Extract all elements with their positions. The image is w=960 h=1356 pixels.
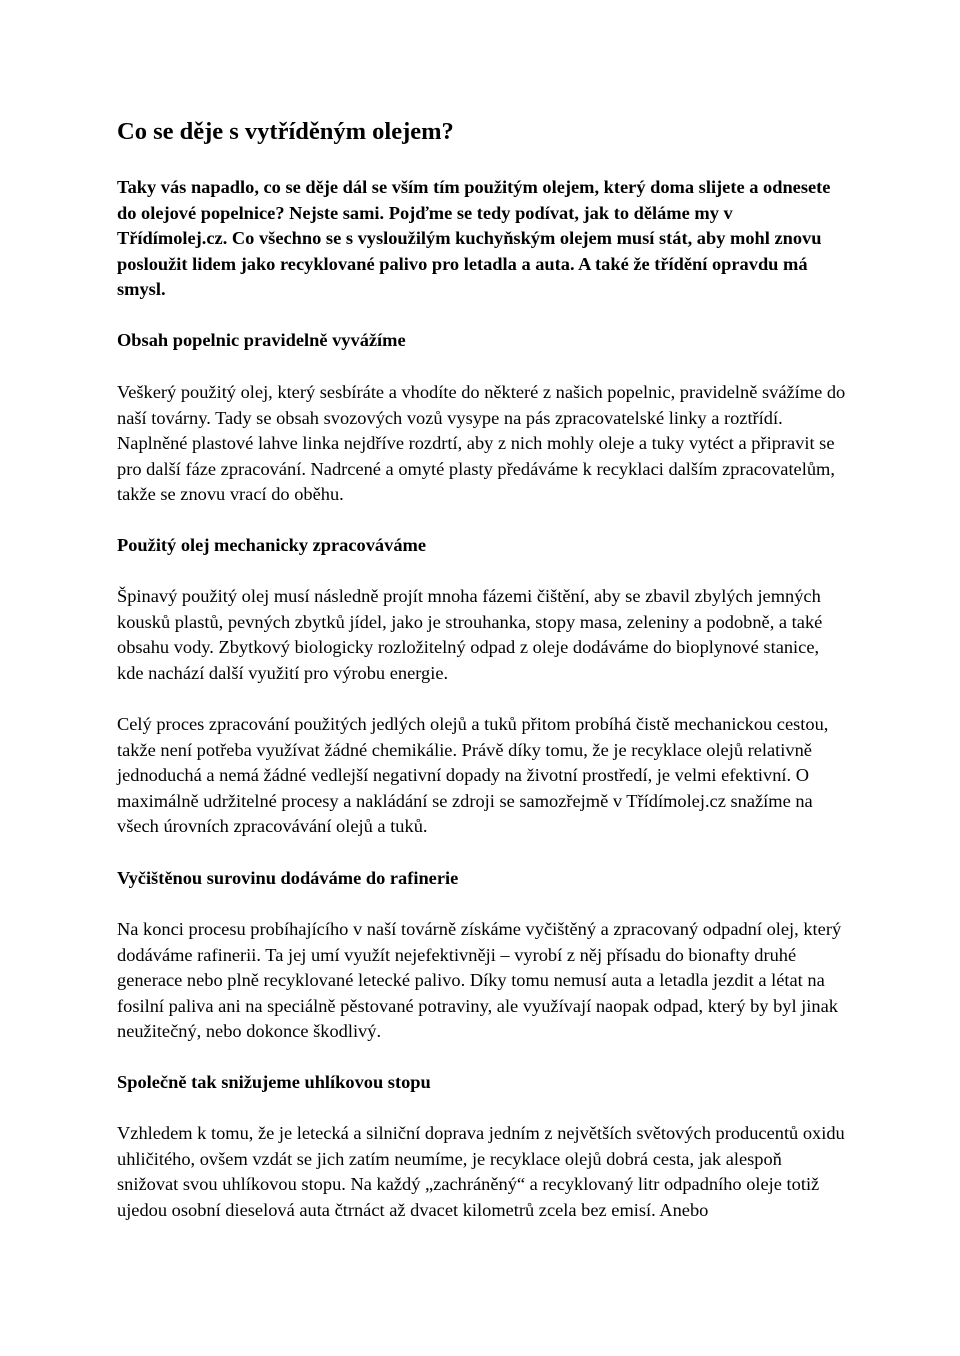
section-heading-collection: Obsah popelnic pravidelně vyvážíme	[117, 330, 406, 350]
section-paragraph-processing-2: Celý proces zpracování použitých jedlých olejů a tuků přitom probíhá čistě mechanickou cestou, takže není potřeba využívat žádné chemikálie. Právě díky tomu, že je recyklace olejů relativně jednoduchá a nemá žádné vedlejší negativní dopady na životní prostředí, je velmi efektivní. O maximálně udržitelné procesy a nakládání se zdroji se samozřejmě v Třídímolej.cz snažíme na všech úrovních zpracovávání olejů a tuků.	[117, 714, 829, 836]
section-heading-processing: Použitý olej mechanicky zpracováváme	[117, 535, 426, 555]
section-paragraph-processing-1: Špinavý použitý olej musí následně projít mnoha fázemi čištění, aby se zbavil zbylých jemných kousků plastů, pevných zbytků jídel, jako je strouhanka, stopy masa, zeleniny a podobně, a také obsahu vody. Zbytkový biologicky rozložitelný odpad z oleje dodáváme do bioplynové stanice, kde nachází další využití pro výrobu energie.	[117, 586, 823, 683]
section-paragraph-collection: Veškerý použitý olej, který sesbíráte a vhodíte do některé z našich popelnic, pravidelně svážíme do naší továrny. Tady se obsah svozových vozů vysype na pás zpracovatelské linky a roztřídí. Naplněné plastové lahve linka nejdříve rozdrtí, aby z nich mohly oleje a tuky vytéct a připravit se pro další fáze zpracování. Nadrcené a omyté plasty předáváme k recyklaci dalším zpracovatelům, takže se znovu vrací do oběhu.	[117, 382, 846, 504]
section-paragraph-carbon: Vzhledem k tomu, že je letecká a silniční doprava jedním z největších světových producentů oxidu uhličitého, ovšem vzdát se jich zatím neumíme, je recyklace olejů dobrá cesta, jak alespoň snižovat svou uhlíkovou stopu. Na každý „zachráněný“ a recyklovaný litr odpadního oleje totiž ujedou osobní dieselová auta čtrnáct až dvacet kilometrů zcela bez emisí. Anebo	[117, 1123, 845, 1220]
section-heading-refinery: Vyčištěnou surovinu dodáváme do rafinerie	[117, 868, 459, 888]
section-paragraph-refinery: Na konci procesu probíhajícího v naší továrně získáme vyčištěný a zpracovaný odpadní olej, který dodáváme rafinerii. Ta jej umí využít nejefektivněji – vyrobí z něj přísadu do bionafty druhé generace nebo plně recyklované letecké palivo. Díky tomu nemusí auta a letadla jezdit a létat na fosilní paliva ani na speciálně pěstované potraviny, ale využívají naopak odpad, který by byl jinak neužitečný, nebo dokonce škodlivý.	[117, 919, 842, 1041]
intro-paragraph: Taky vás napadlo, co se děje dál se vším tím použitým olejem, který doma slijete a odnesete do olejové popelnice? Nejste sami. Pojďme se tedy podívat, jak to děláme my v Třídímolej.cz. Co všechno se s vysloužilým kuchyňským olejem musí stát, aby mohl znovu posloužit lidem jako recyklované palivo pro letadla a auta. A také že třídění opravdu má smysl.	[117, 177, 831, 299]
section-heading-carbon: Společně tak snižujeme uhlíkovou stopu	[117, 1072, 431, 1092]
document-title: Co se děje s vytříděným olejem?	[117, 118, 454, 145]
